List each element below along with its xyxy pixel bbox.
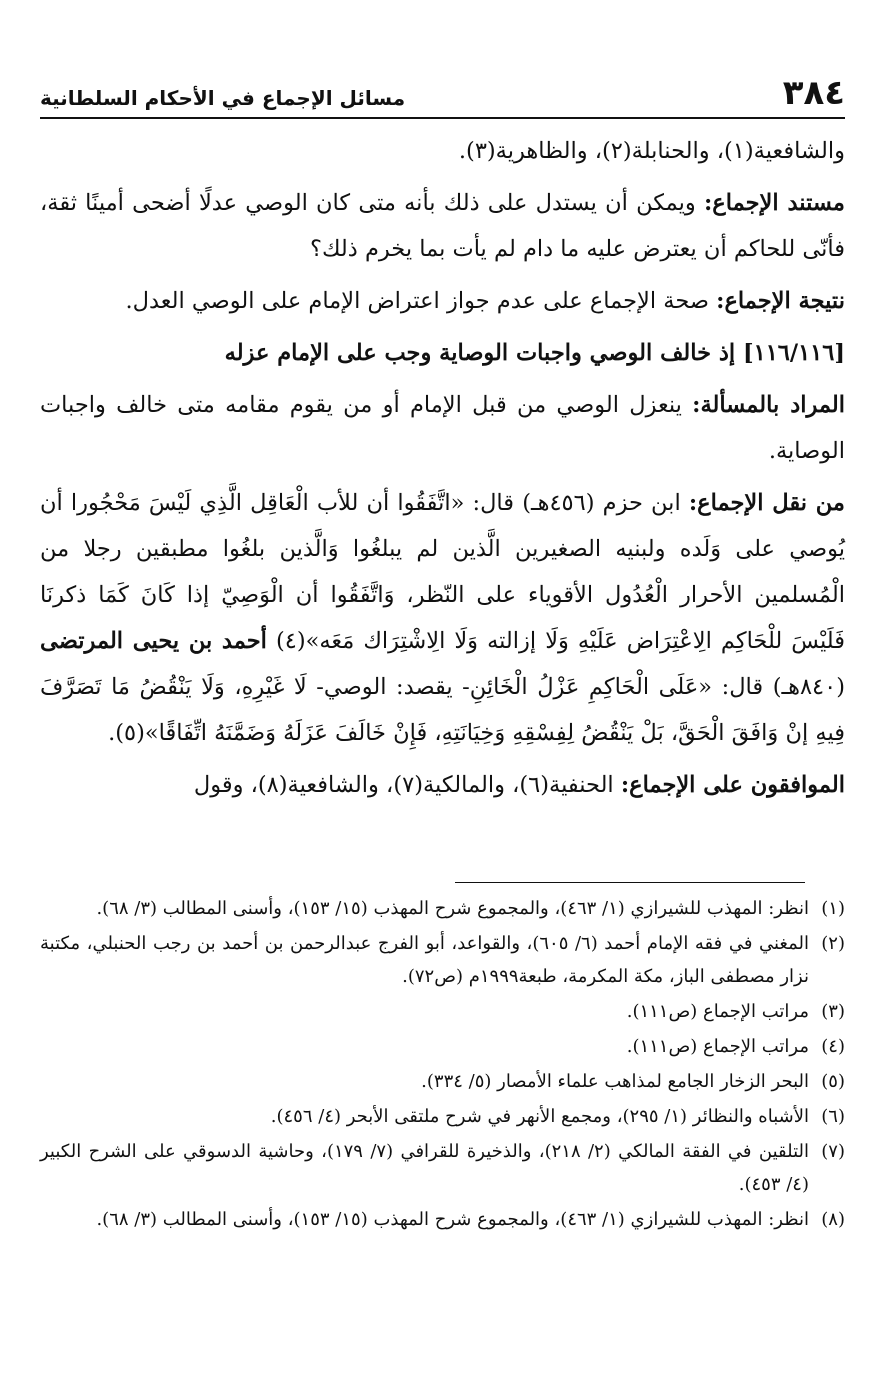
- footnote: [40, 1065, 845, 1098]
- footnote-text: مراتب الإجماع (ص١١١).: [626, 1001, 809, 1022]
- footnote-text: انظر: المهذب للشيرازي (١/ ٤٦٣)، والمجموع شرح المهذب (١٥/ ١٥٣)، وأسنى المطالب (٣/ ٦٨).: [96, 1209, 809, 1230]
- footnote: [40, 1100, 845, 1133]
- footnote: [40, 892, 845, 925]
- footnote: [40, 995, 845, 1028]
- footnote-number: (٧): [821, 1141, 845, 1162]
- main-text: [40, 128, 845, 814]
- evidence-heading: مستند الإجماع:: [704, 190, 845, 216]
- meaning-heading: المراد بالمسألة:: [692, 392, 845, 418]
- paragraph-madhhabs: والشافعية(١)، والحنابلة(٢)، والظاهرية(٣).: [458, 138, 845, 164]
- paragraph-result: [40, 278, 845, 324]
- issue-heading: [١١٦/١١٦] إذ خالف الوصي واجبات الوصاية وجب على الإمام عزله: [224, 340, 845, 366]
- paragraph-agreeing: [40, 762, 845, 808]
- footnotes: [40, 892, 845, 1238]
- agreeing-text: الحنفية(٦)، والمالكية(٧)، والشافعية(٨)، وقول: [193, 772, 621, 798]
- footnote-text: الأشباه والنظائر (١/ ٢٩٥)، ومجمع الأنهر في شرح ملتقى الأبحر (٤/ ٤٥٦).: [270, 1106, 809, 1127]
- paragraph-evidence: [40, 180, 845, 272]
- footnote-number: (٥): [821, 1071, 845, 1092]
- footnote: [40, 1135, 845, 1201]
- header-rule: [40, 117, 845, 119]
- footnote-text: التلقين في الفقة المالكي (٢/ ٢١٨)، والذخيرة للقرافي (٧/ ١٧٩)، وحاشية الدسوقي على الشرح الكبير (٤/ ٤٥٣).: [40, 1141, 809, 1195]
- meaning-text: ينعزل الوصي من قبل الإمام أو من يقوم مقامه متى خالف واجبات الوصاية.: [40, 392, 845, 464]
- footnote-number: (٦): [821, 1106, 845, 1127]
- result-text: صحة الإجماع على عدم جواز اعتراض الإمام على الوصي العدل.: [125, 288, 717, 314]
- footnote-text: البحر الزخار الجامع لمذاهب علماء الأمصار (٥/ ٣٣٤).: [421, 1071, 809, 1092]
- book-title: مسائل الإجماع في الأحكام السلطانية: [40, 86, 406, 110]
- evidence-text: ويمكن أن يستدل على ذلك بأنه متى كان الوصي عدلًا أضحى أمينًا ثقة، فأنّى للحاكم أن يعترض عليه ما دام لم يأت بما يخرم ذلك؟: [40, 190, 845, 262]
- transmitters-heading: من نقل الإجماع:: [688, 490, 845, 516]
- footnote-number: (٨): [821, 1209, 845, 1230]
- footnote-number: (٤): [821, 1036, 845, 1057]
- result-heading: نتيجة الإجماع:: [716, 288, 845, 314]
- paragraph-transmitters: [40, 480, 845, 756]
- scholar-name: أحمد بن يحيى المرتضى: [40, 628, 267, 654]
- transmitters-text-b: (٨٤٠هـ) قال: «عَلَى الْحَاكِمِ عَزْلُ الْخَائِنِ- يقصد: الوصي- لَا غَيْرِهِ، وَلَا يَنْقُضُ مَا تَصَرَّفَ فِيهِ إنْ وَافَقَ الْحَقَّ، بَلْ يَنْقُضُ لِفِسْقِهِ وَخِيَانَتِهِ، فَإِنْ خَالَفَ عَزَلَهُ وَضَمَّنَهُ اتِّفَاقًا»(٥).: [40, 674, 845, 746]
- transmitters-text-a: ابن حزم (٤٥٦هـ) قال: «اتَّفَقُوا أن للأب الْعَاقِل الَّذِي لَيْسَ مَحْجُورا أن يُوصي على وَلَده ولبنيه الصغيرين الَّذين لم يبلغُوا وَالَّذين بلغُوا مطبقين رجلا من الْمُسلمين الأحرار الْعُدُول الأقوياء على النّظر، وَاتَّفَقُوا أن الْوَصِيّ إذا كَانَ كَمَا ذكرنَا فَلَيْسَ للْحَاكِم الِاعْتِرَاض عَلَيْهِ وَلَا إزالته وَلَا الِاشْتِرَاك مَعَه»(٤): [40, 490, 845, 654]
- footnote-number: (٢): [821, 933, 845, 954]
- footnote-text: المغني في فقه الإمام أحمد (٦/ ٦٠٥)، والقواعد، أبو الفرج عبدالرحمن بن أحمد بن رجب الحنبلي، مكتبة نزار مصطفى الباز، مكة المكرمة، طبعة١٩٩٩م (ص٧٢).: [40, 933, 809, 987]
- footnote-number: (٣): [821, 1001, 845, 1022]
- page-number: ٣٨٤: [782, 73, 845, 113]
- footnote: [40, 1203, 845, 1236]
- running-head: [40, 62, 845, 113]
- footnote-text: مراتب الإجماع (ص١١١).: [626, 1036, 809, 1057]
- footnote-number: (١): [821, 898, 845, 919]
- paragraph-meaning: [40, 382, 845, 474]
- agreeing-heading: الموافقون على الإجماع:: [620, 772, 845, 798]
- footnote: [40, 927, 845, 993]
- footnote-rule: [455, 882, 805, 883]
- footnote: [40, 1030, 845, 1063]
- footnote-text: انظر: المهذب للشيرازي (١/ ٤٦٣)، والمجموع شرح المهذب (١٥/ ١٥٣)، وأسنى المطالب (٣/ ٦٨).: [96, 898, 809, 919]
